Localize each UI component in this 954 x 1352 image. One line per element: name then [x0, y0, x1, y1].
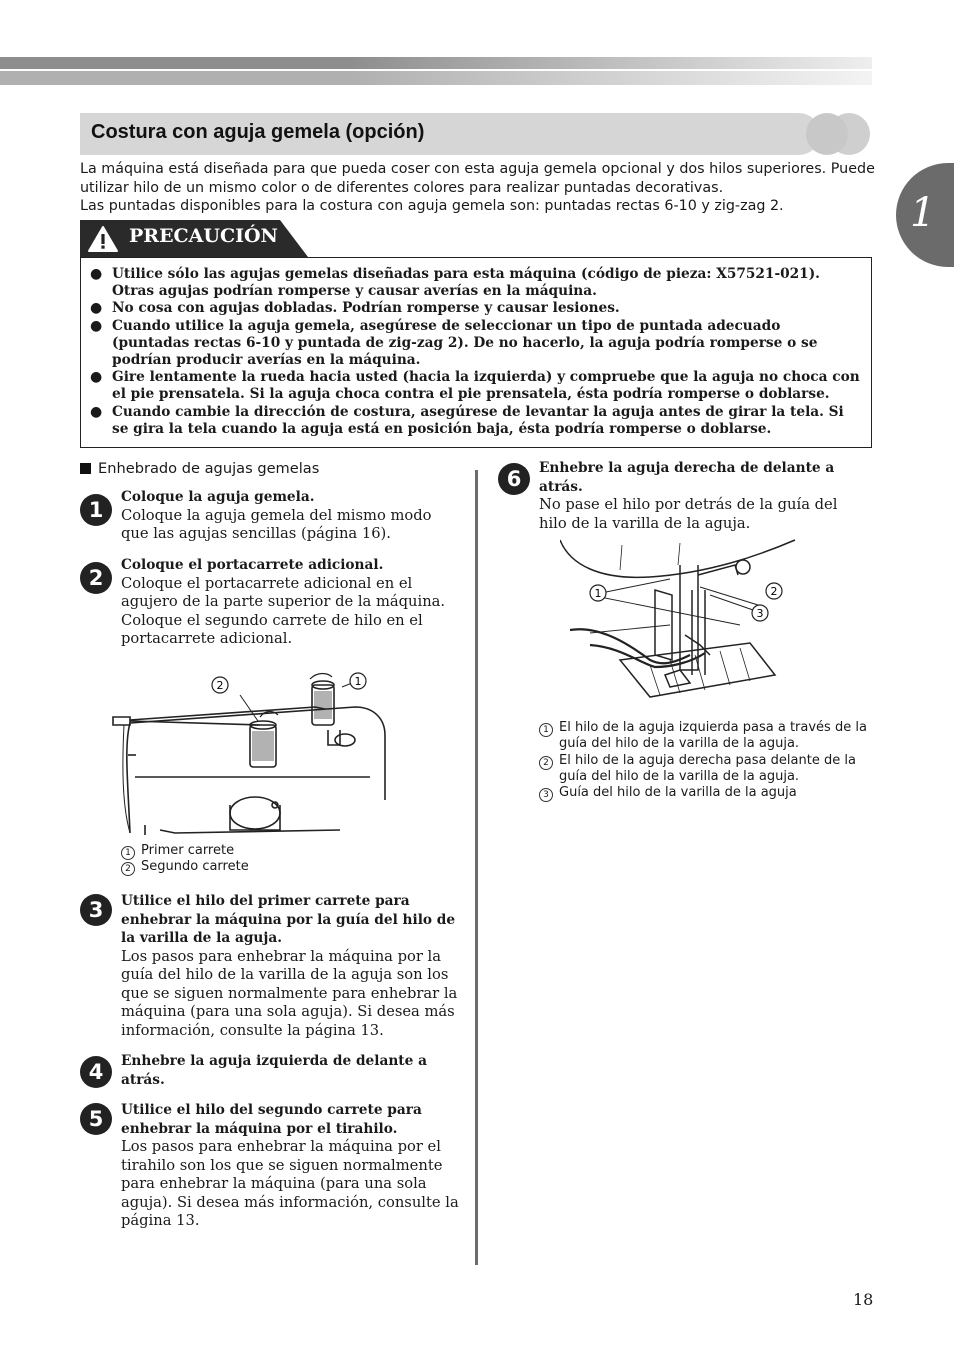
legend-number: 2: [539, 756, 553, 770]
step-number: 3: [80, 894, 112, 926]
section-title: Costura con aguja gemela (opción): [91, 121, 425, 143]
svg-text:2: 2: [216, 679, 224, 692]
step-number: 5: [80, 1103, 112, 1135]
legend-text: El hilo de la aguja izquierda pasa a través de la guía del hilo de la varilla de la aguja.: [559, 720, 867, 752]
step-6: [498, 459, 868, 533]
svg-text:2: 2: [770, 585, 778, 598]
header-stripe: [0, 57, 872, 85]
step-number: 6: [498, 463, 530, 495]
svg-text:1: 1: [354, 675, 362, 688]
figure2-legend: [539, 720, 869, 801]
square-bullet-icon: [80, 463, 91, 474]
legend-text: Guía del hilo de la varilla de la aguja: [559, 785, 797, 801]
legend-text: El hilo de la aguja derecha pasa delante de la guía del hilo de la varilla de la aguja.: [559, 752, 856, 784]
step-1: [80, 488, 460, 544]
step-number: 1: [80, 494, 112, 526]
intro-paragraph: La máquina está diseñada para que pueda coser con esta aguja gemela opcional y dos hilos superiores. Puede utilizar hilo de un mismo color o de diferentes colores para realizar puntadas decorativas.: [80, 161, 875, 196]
caution-item: ● Cuando utilice la aguja gemela, asegúrese de seleccionar un tipo de puntada adecuado (puntadas rectas 6-10 y puntada de zig-zag 2). De no hacerlo, la aguja podría romperse o se podrían producir averías en la máquina.: [90, 318, 862, 370]
step-heading: Enhebre la aguja izquierda de delante a atrás.: [121, 1053, 427, 1088]
callout-3: [752, 605, 768, 621]
step-body: Coloque la aguja gemela del mismo modo que las agujas sencillas (página 16).: [121, 506, 432, 542]
legend-number: 2: [121, 862, 135, 876]
svg-text:3: 3: [756, 607, 764, 620]
callout-1: [350, 673, 366, 689]
step-4: [80, 1052, 460, 1089]
intro-paragraph: Las puntadas disponibles para la costura con aguja gemela son: puntadas rectas 6-10 y zig-zag 2.: [80, 198, 784, 214]
caution-item: ● Gire lentamente la rueda hacia usted (hacia la izquierda) y compruebe que la aguja no choca con el pie prensatela. Si la aguja choca contra el pie prensatela, ésta podría romperse o doblarse.: [90, 369, 862, 403]
legend-item: [539, 785, 869, 801]
column-divider: [475, 470, 478, 1265]
step-heading: Enhebre la aguja derecha de delante a atrás.: [539, 460, 835, 495]
step-body: Los pasos para enhebrar la máquina por la guía del hilo de la varilla de la aguja son los que se siguen normalmente para enhebrar la máquina (para una sola aguja). Si desea más información, consulte la página 13.: [121, 947, 458, 1039]
spool-pin-illustration: [100, 665, 400, 837]
caution-item: ● Utilice sólo las agujas gemelas diseñadas para esta máquina (código de pieza: X57521-021). Otras agujas podrían romperse y causar averías en la máquina.: [90, 266, 862, 300]
legend-item: [121, 859, 461, 875]
step-5: [80, 1101, 460, 1231]
legend-text: Primer carrete: [141, 843, 235, 858]
legend-number: 1: [539, 723, 553, 737]
step-3: [80, 892, 460, 1040]
step-heading: Utilice el hilo del segundo carrete para enhebrar la máquina por el tirahilo.: [121, 1102, 422, 1137]
step-heading: Utilice el hilo del primer carrete para enhebrar la máquina por la guía del hilo de la varilla de la aguja.: [121, 893, 456, 946]
step-number: 4: [80, 1056, 112, 1088]
step-body: Los pasos para enhebrar la máquina por el tirahilo son los que se siguen normalmente para enhebrar la máquina (para una sola aguja). Si desea más información, consulte la página 13.: [121, 1138, 459, 1229]
legend-item: [539, 720, 869, 753]
chapter-number: 1: [910, 190, 936, 236]
svg-text:1: 1: [594, 587, 602, 600]
subsection-heading: [80, 460, 319, 477]
step-number: 2: [80, 562, 112, 594]
legend-number: 1: [121, 846, 135, 860]
caution-item: ● No cosa con agujas dobladas. Podrían romperse y causar lesiones.: [90, 300, 862, 317]
step-2: [80, 556, 460, 649]
step-body: No pase el hilo por detrás de la guía del hilo de la varilla de la aguja.: [539, 496, 838, 532]
callout-2: [212, 677, 228, 693]
figure1-legend: [121, 843, 461, 876]
subsection-heading-text: Enhebrado de agujas gemelas: [98, 460, 320, 477]
step-heading: Coloque el portacarrete adicional.: [121, 557, 384, 573]
legend-item: [539, 753, 869, 786]
page-number: 18: [853, 1290, 874, 1309]
caution-list: [90, 266, 862, 438]
legend-number: 3: [539, 788, 553, 802]
twin-needle-illustration: [560, 535, 800, 707]
legend-item: [121, 843, 461, 859]
legend-text: Segundo carrete: [141, 859, 249, 875]
callout-1: [590, 585, 606, 601]
step-body: Coloque el portacarrete adicional en el agujero de la parte superior de la máquina. Coloque el segundo carrete de hilo en el portacarrete adicional.: [121, 574, 446, 647]
caution-label: PRECAUCIÓN: [129, 225, 278, 247]
intro-text: [80, 160, 880, 216]
warning-icon: [87, 225, 119, 253]
callout-2: [766, 583, 782, 599]
caution-item: ● Cuando cambie la dirección de costura, asegúrese de levantar la aguja antes de girar la tela. Si se gira la tela cuando la aguja está en posición baja, ésta podría romperse o doblarse.: [90, 404, 862, 438]
step-heading: Coloque la aguja gemela.: [121, 489, 315, 505]
